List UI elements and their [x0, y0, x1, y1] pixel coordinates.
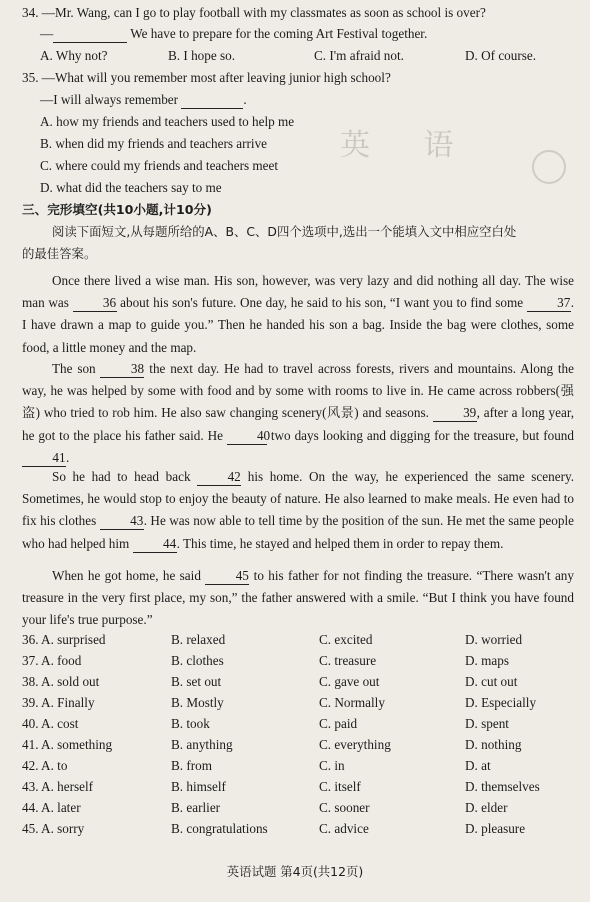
option-44-d[interactable]: D. elder [465, 800, 508, 815]
option-36-d[interactable]: D. worried [465, 632, 523, 647]
passage-text: his home. On the way, he experienced the same scenery. Sometimes, he would stop to enjoy the beauty of nature. He also learned to make meals. He even had to fix his clothes [22, 469, 574, 529]
q34-reply-post: We have to prepare for the coming Art Festival together. [127, 26, 428, 41]
passage-text: two days looking and digging for the treasure, but found [266, 427, 574, 443]
option-39-a[interactable]: 39. A. Finally [22, 695, 95, 710]
options-row-42 [22, 755, 582, 776]
section3-instruction-line2: 的最佳答案。 [22, 246, 97, 261]
blank-40[interactable]: 40 [227, 428, 267, 445]
q34-reply [40, 23, 574, 44]
q35-reply [40, 89, 574, 110]
option-40-b[interactable]: B. took [171, 716, 210, 731]
passage-text: So he had to head back [52, 469, 198, 484]
blank-39[interactable]: 39 [433, 405, 477, 422]
passage-text: Once there lived a wise man. His son, however, was very lazy and did nothing all day. The wise man was [22, 273, 574, 311]
section3-title: 三、完形填空(共10小题,计10分) [22, 202, 212, 217]
option-40-d[interactable]: D. spent [465, 716, 509, 731]
option-39-d[interactable]: D. Especially [465, 695, 537, 710]
passage-paragraph-3 [22, 466, 574, 555]
option-44-b[interactable]: B. earlier [171, 800, 221, 815]
page-footer: 英语试题 第4页(共12页) [226, 864, 364, 879]
options-row-40 [22, 713, 582, 734]
blank-45[interactable]: 45 [205, 568, 249, 585]
option-41-a[interactable]: 41. A. something [22, 737, 113, 752]
option-36-a[interactable]: 36. A. surprised [22, 632, 106, 647]
passage-text: , after a long year, he got to the place his father said. He [22, 405, 574, 443]
options-row-43 [22, 776, 582, 797]
option-41-b[interactable]: B. anything [171, 737, 233, 752]
q34-stem: 34. —Mr. Wang, can I go to play football with my classmates as soon as school is over? [22, 5, 486, 20]
option-41-d[interactable]: D. nothing [465, 737, 522, 752]
passage-text: . This time, he stayed and helped them in order to repay them. [176, 535, 504, 551]
q35-option-a[interactable]: A. how my friends and teachers used to help me [40, 114, 295, 129]
q35-option-d[interactable]: D. what did the teachers say to me [40, 180, 222, 195]
passage-text: . He was now able to tell time by the position of the sun. He met the same people who had helped him [22, 513, 574, 551]
option-43-b[interactable]: B. himself [171, 779, 226, 794]
option-43-c[interactable]: C. itself [319, 779, 361, 794]
q35-reply-pre: —I will always remember [40, 92, 179, 107]
option-43-a[interactable]: 43. A. herself [22, 779, 94, 794]
passage-text: The son [52, 361, 101, 376]
options-row-38 [22, 671, 582, 692]
option-42-a[interactable]: 42. A. to [22, 758, 68, 773]
options-row-37 [22, 650, 582, 671]
q34-option-b[interactable]: B. I hope so. [168, 48, 236, 63]
options-row-45 [22, 818, 582, 839]
blank-41[interactable]: 41 [22, 450, 66, 467]
section3-instruction-line1: 阅读下面短文,从每题所给的A、B、C、D四个选项中,选出一个能填入文中相应空白处 [52, 224, 517, 239]
passage-text: the next day. He had to travel across forests, rivers and mountains. Along the way, he was helped by some with food and by some with rooms to live in. He came across robbers(强盗) who tried to rob him. He also saw changing scenery(风景) and seasons. [22, 361, 575, 421]
q35-stem: 35. —What will you remember most after leaving junior high school? [22, 70, 391, 85]
option-38-d[interactable]: D. cut out [465, 674, 518, 689]
options-row-39 [22, 692, 582, 713]
option-42-b[interactable]: B. from [171, 758, 213, 773]
passage-paragraph-2 [22, 358, 574, 469]
passage-paragraph-1 [22, 270, 574, 359]
option-42-c[interactable]: C. in [319, 758, 345, 773]
option-37-b[interactable]: B. clothes [171, 653, 224, 668]
q34-option-c[interactable]: C. I'm afraid not. [314, 48, 404, 63]
q34-option-d[interactable]: D. Of course. [465, 48, 537, 63]
q34-options [40, 45, 590, 66]
option-36-c[interactable]: C. excited [319, 632, 373, 647]
blank-38[interactable]: 38 [100, 361, 144, 378]
options-row-36 [22, 629, 582, 650]
q35-option-b[interactable]: B. when did my friends and teachers arrive [40, 136, 268, 151]
options-row-41 [22, 734, 582, 755]
q35-option-c[interactable]: C. where could my friends and teachers meet [40, 158, 279, 173]
bleed-through-heading: 英 语 [340, 128, 476, 163]
option-44-c[interactable]: C. sooner [319, 800, 370, 815]
passage-text: When he got home, he said [52, 568, 206, 583]
q35-answer-blank[interactable] [181, 92, 243, 109]
option-45-a[interactable]: 45. A. sorry [22, 821, 85, 836]
option-37-c[interactable]: C. treasure [319, 653, 377, 668]
passage-text: about his son's future. One day, he said to his son, “I want you to find some [116, 295, 527, 311]
option-45-d[interactable]: D. pleasure [465, 821, 526, 836]
passage-paragraph-4 [22, 565, 574, 632]
q34-answer-blank[interactable] [53, 26, 127, 43]
passage-text: to his father for not finding the treasure. “There wasn't any treasure in the very first place, my son,” the father answered with a smile. “But I think you have found your life's true purpose.” [22, 568, 574, 628]
blank-42[interactable]: 42 [197, 469, 241, 486]
option-45-c[interactable]: C. advice [319, 821, 369, 836]
option-44-a[interactable]: 44. A. later [22, 800, 81, 815]
option-42-d[interactable]: D. at [465, 758, 491, 773]
option-38-b[interactable]: B. set out [171, 674, 222, 689]
option-38-a[interactable]: 38. A. sold out [22, 674, 100, 689]
q34-option-a[interactable]: A. Why not? [40, 48, 108, 63]
q35-reply-post: . [243, 92, 247, 107]
option-37-d[interactable]: D. maps [465, 653, 509, 668]
options-row-44 [22, 797, 582, 818]
passage-text: . [66, 449, 70, 465]
q34-reply-pre: — [40, 26, 54, 41]
blank-37[interactable]: 37 [527, 295, 571, 312]
option-45-b[interactable]: B. congratulations [171, 821, 268, 836]
option-36-b[interactable]: B. relaxed [171, 632, 226, 647]
option-40-c[interactable]: C. paid [319, 716, 358, 731]
passage-text: . I have drawn a map to guide you.” Then he handed his son a bag. Inside the bag were clothes, some food, a little money and the map. [22, 295, 575, 355]
option-38-c[interactable]: C. gave out [319, 674, 380, 689]
blank-36[interactable]: 36 [73, 295, 117, 312]
option-41-c[interactable]: C. everything [319, 737, 391, 752]
option-37-a[interactable]: 37. A. food [22, 653, 82, 668]
option-39-b[interactable]: B. Mostly [171, 695, 224, 710]
blank-44[interactable]: 44 [133, 536, 177, 553]
blank-43[interactable]: 43 [100, 513, 144, 530]
option-39-c[interactable]: C. Normally [319, 695, 385, 710]
option-40-a[interactable]: 40. A. cost [22, 716, 79, 731]
option-43-d[interactable]: D. themselves [465, 779, 540, 794]
